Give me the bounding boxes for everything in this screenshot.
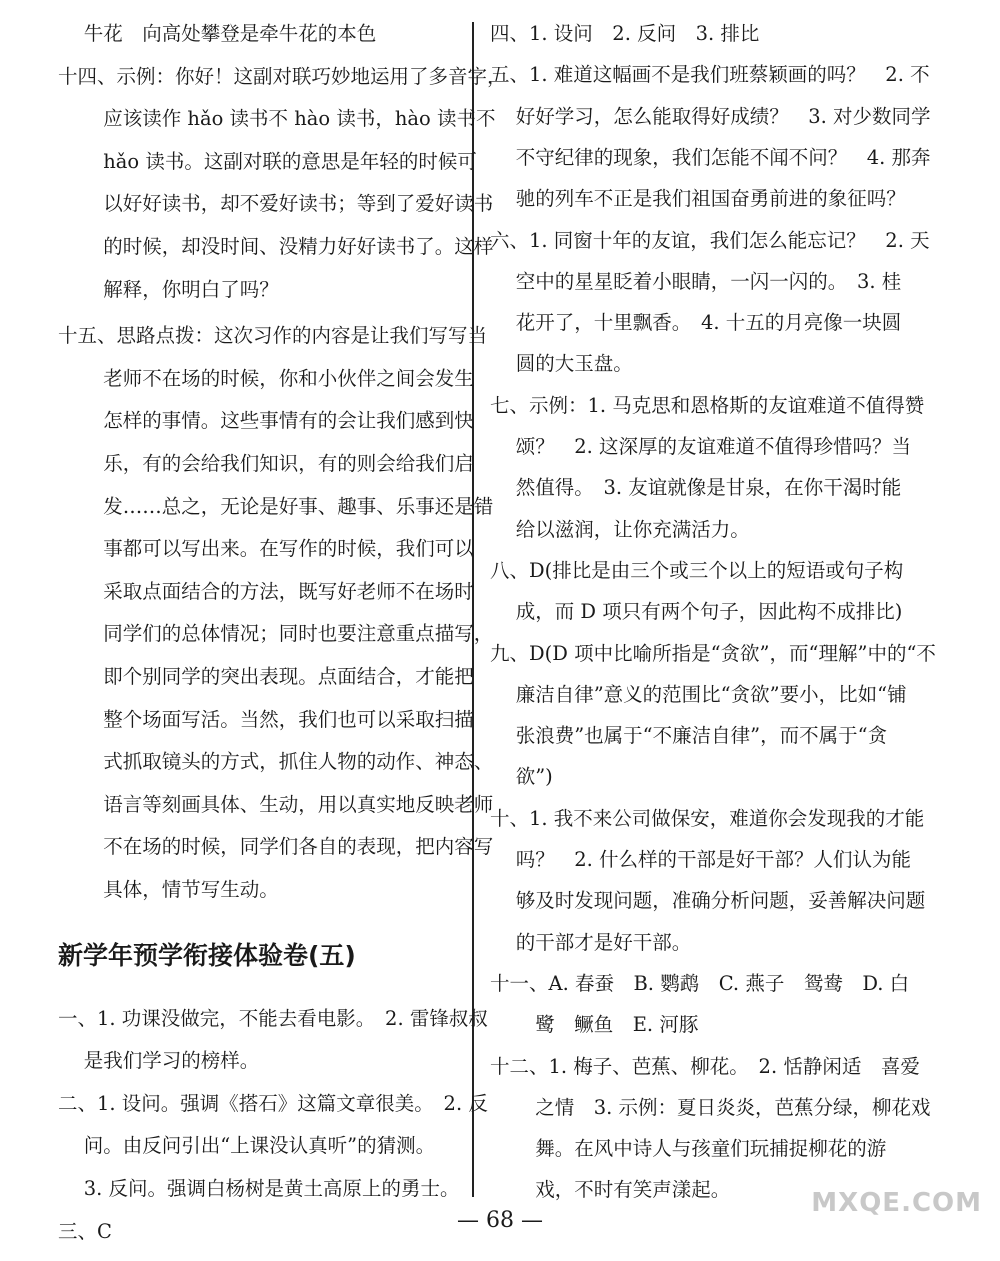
text-line: 好好学习，怎么能取得好成绩？ 3. 对少数同学 <box>490 104 931 128</box>
text-line: 事都可以写出来。在写作的时候，我们可以 <box>58 537 474 561</box>
text-line: 吗？ 2. 什么样的干部是好干部？人们认为能 <box>490 848 912 871</box>
text-line: 六、1. 同窗十年的友谊，我们怎么能忘记？ 2. 天 <box>490 228 930 252</box>
text-line: 张浪费”也属于“不廉洁自律”，而不属于“贪 <box>490 724 888 748</box>
text-line: 花开了，十里飘香。 4. 十五的月亮像一块圆 <box>490 311 902 335</box>
text-line: 欲”) <box>490 765 553 789</box>
text-line: 廉洁自律”意义的范围比“贪欲”要小，比如“铺 <box>490 682 907 706</box>
page-number: — 68 — <box>457 1208 543 1233</box>
text-line: 老师不在场的时候，你和小伙伴之间会发生 <box>58 366 474 390</box>
text-line: 够及时发现问题，准确分析问题，妥善解决问题 <box>490 889 926 913</box>
text-line: 的时候，却没时间、没精力好好读书了。这样 <box>58 235 494 258</box>
text-line: 十四、示例：你好！这副对联巧妙地运用了多音字， <box>58 64 507 88</box>
text-line: 之情 3. 示例：夏日炎炎，芭蕉分绿，柳花戏 <box>490 1095 931 1119</box>
text-line: 十一、A. 春蚕 B. 鹦鹉 C. 燕子 鸳鸯 D. 白 <box>490 971 910 995</box>
text-line: 十、1. 我不来公司做保安，难道你会发现我的才能 <box>490 806 925 830</box>
text-line: 发……总之，无论是好事、趣事、乐事还是错 <box>58 494 494 518</box>
text-line: 十二、1. 梅子、芭蕉、柳花。 2. 恬静闲适 喜爱 <box>490 1054 920 1078</box>
watermark: MXQE.COM <box>811 1188 982 1218</box>
text-line: 即个别同学的突出表现。点面结合，才能把 <box>58 665 474 688</box>
text-line: 整个场面写活。当然，我们也可以采取扫描 <box>58 707 474 731</box>
text-line: 具体，情节写生动。 <box>58 878 279 901</box>
text-line: 牛花 向高处攀登是牵牛花的本色 <box>58 22 377 45</box>
section-title: 新学年预学衔接体验卷(五) <box>58 940 356 970</box>
text-line: 以好好读书，却不爱好读书；等到了爱好读书 <box>58 192 494 216</box>
text-line: 圆的大玉盘。 <box>490 352 633 376</box>
text-line: 成，而 D 项只有两个句子，因此构不成排比) <box>490 600 903 624</box>
text-line: 然值得。 3. 友谊就像是甘泉，在你干渴时能 <box>490 476 902 500</box>
text-line: 给以滋润，让你充满活力。 <box>490 517 750 541</box>
text-line: 3. 反问。强调白杨树是黄土高原上的勇士。 <box>58 1177 460 1200</box>
text-line: 语言等刻画具体、生动，用以真实地反映老师 <box>58 792 494 816</box>
text-line: 式抓取镜头的方式，抓住人物的动作、神态、 <box>58 750 494 774</box>
text-line: 十五、思路点拨：这次习作的内容是让我们写写当 <box>58 324 488 348</box>
text-line: 七、示例：1. 马克思和恩格斯的友谊难道不值得赞 <box>490 393 925 417</box>
text-line: 三、C <box>58 1219 112 1243</box>
text-line: 五、1. 难道这幅画不是我们班蔡颖画的吗？ 2. 不 <box>490 63 930 87</box>
text-line: 是我们学习的榜样。 <box>58 1049 260 1073</box>
text-line: 驰的列车不正是我们祖国奋勇前进的象征吗？ <box>490 187 906 211</box>
text-line: 二、1. 设问。强调《搭石》这篇文章很美。 2. 反 <box>58 1091 488 1115</box>
text-line: 问。由反问引出“上课没认真听”的猜测。 <box>58 1134 436 1158</box>
text-line: 不守纪律的现象，我们怎能不闻不问？ 4. 那奔 <box>490 145 931 169</box>
text-line: 九、D(D 项中比喻所指是“贪欲”，而“理解”中的“不 <box>490 641 936 665</box>
text-line: hǎo 读书。这副对联的意思是年轻的时候可 <box>58 149 477 173</box>
text-line: 舞。在风中诗人与孩童们玩捕捉柳花的游 <box>490 1137 887 1161</box>
text-line: 空中的星星眨着小眼睛，一闪一闪的。 3. 桂 <box>490 269 902 293</box>
text-line: 不在场的时候，同学们各自的表现，把内容写 <box>58 835 494 859</box>
text-line: 鹭 鳜鱼 E. 河豚 <box>490 1013 699 1037</box>
text-line: 应该读作 hǎo 读书不 hào 读书，hào 读书不 <box>58 107 496 131</box>
text-line: 采取点面结合的方法，既写好老师不在场时 <box>58 579 474 603</box>
text-line: 四、1. 设问 2. 反问 3. 排比 <box>490 22 760 45</box>
text-line: 同学们的总体情况；同时也要注意重点描写， <box>58 622 494 646</box>
text-line: 一、1. 功课没做完，不能去看电影。 2. 雷锋叔叔 <box>58 1006 488 1030</box>
text-line: 怎样的事情。这些事情有的会让我们感到快 <box>58 409 474 433</box>
text-line: 的干部才是好干部。 <box>490 930 692 954</box>
text-line: 颂？ 2. 这深厚的友谊难道不值得珍惜吗？当 <box>490 435 912 458</box>
text-line: 解释，你明白了吗？ <box>58 277 279 301</box>
text-line: 八、D(排比是由三个或三个以上的短语或句子构 <box>490 558 904 582</box>
text-line: 戏，不时有笑声漾起。 <box>490 1178 731 1202</box>
text-line: 乐，有的会给我们知识，有的则会给我们启 <box>58 452 474 475</box>
